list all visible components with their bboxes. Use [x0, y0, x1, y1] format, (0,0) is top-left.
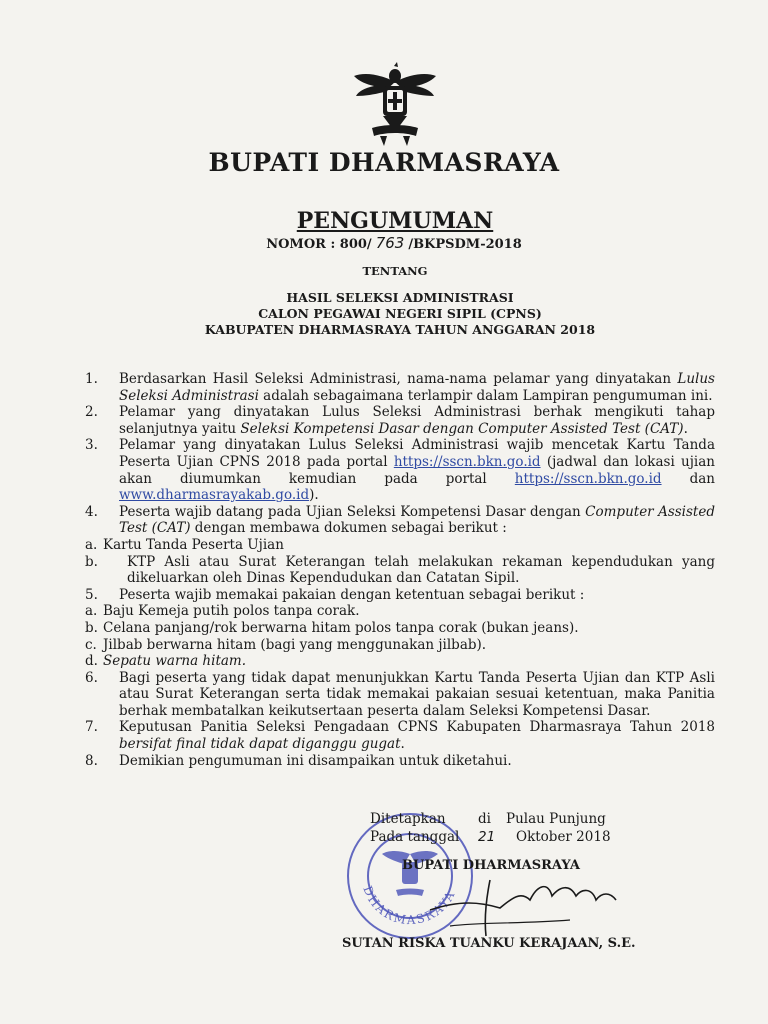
- sub-item-text: [103, 554, 715, 587]
- sub-item: [85, 637, 715, 654]
- text-run: dan: [661, 470, 715, 487]
- sub-item-letter: b.: [85, 553, 98, 570]
- item-text: Demikian pengumuman ini disampaikan untuk diketahui.: [119, 752, 512, 769]
- item-number: 6.: [85, 669, 98, 686]
- sub-item-letter: c.: [85, 636, 97, 653]
- text-run: Pelamar yang dinyatakan Lulus Seleksi Administrasi berhak mengikuti tahap selanjutnya yaitu: [119, 404, 715, 437]
- announcement-title: PENGUMUMAN: [296, 208, 494, 234]
- list-item: [85, 437, 715, 503]
- text-run: Keputusan Panitia Seleksi Pengadaan CPNS Kabupaten Dharmasraya Tahun 2018: [119, 719, 715, 736]
- text-run: dengan membawa dokumen sebagai berikut :: [190, 520, 507, 537]
- list-item: [85, 504, 715, 537]
- nomor-handwritten: 763: [375, 234, 405, 252]
- sub-item-letter: b.: [85, 619, 98, 636]
- item-text: [119, 371, 715, 404]
- sub-item: [85, 537, 715, 554]
- item-number: 7.: [85, 719, 98, 736]
- item-text: [119, 404, 715, 437]
- header-title: BUPATI DHARMASRAYA: [208, 148, 560, 177]
- item-text: Peserta wajib memakai pakaian dengan ketentuan sebagai berikut :: [119, 586, 585, 603]
- sub-item-text: Jilbab berwarna hitam (bagi yang menggunakan jilbab).: [103, 636, 487, 653]
- subject-line-2: CALON PEGAWAI NEGERI SIPIL (CPNS): [258, 306, 542, 321]
- item-number: 1.: [85, 371, 98, 387]
- list-item: [85, 670, 715, 720]
- text-run: (jadwal dan lokasi ujian akan diumumkan kemudian pada portal: [119, 453, 715, 487]
- sub-item-letter: a.: [85, 536, 98, 553]
- subject-line-3: KABUPATEN DHARMASRAYA TAHUN ANGGARAN 2018: [204, 322, 596, 337]
- place-row: [360, 810, 660, 828]
- item-number: 2.: [85, 404, 98, 421]
- sub-item-text: Celana panjang/rok berwarna hitam polos tanpa corak (bukan jeans).: [103, 619, 579, 636]
- ditetapkan-label: Ditetapkan: [370, 811, 446, 827]
- list-item: [85, 753, 715, 770]
- signatory-title: BUPATI DHARMASRAYA: [402, 858, 580, 873]
- item-text: Bagi peserta yang tidak dapat menunjukkan Kartu Tanda Peserta Ujian dan KTP Asli atau Surat Keterangan serta tidak memakai pakaian sesuai ketentuan, maka Panitia berhak membatalkan keikutsertaan peserta dalam Seleksi Kompetensi Dasar.: [119, 669, 715, 719]
- italic-text: bersifat final tidak dapat diganggu gugat: [119, 736, 401, 753]
- month-year: Oktober 2018: [516, 829, 611, 845]
- sub-item-text: Kartu Tanda Peserta Ujian: [103, 536, 284, 553]
- text-run: Pelamar yang dinyatakan Lulus Seleksi Administrasi wajib mencetak Kartu Tanda Peserta Ujian CPNS 2018 pada portal: [119, 437, 715, 470]
- tentang-label: TENTANG: [362, 264, 428, 278]
- sub-item-letter: a.: [85, 603, 98, 620]
- garuda-emblem: [350, 62, 440, 146]
- sscn-portal-link[interactable]: https://sscn.bkn.go.id: [393, 453, 541, 470]
- italic-text: Seleksi Kompetensi Dasar dengan Computer Assisted Test (CAT): [240, 420, 684, 437]
- sub-item: [85, 603, 715, 620]
- sub-item: [85, 554, 715, 587]
- text-run: KTP Asli atau Surat Keterangan telah melakukan rekaman kependudukan yang dikeluarkan oleh Dinas Kependudukan dan Catatan Sipil.: [127, 553, 715, 587]
- sub-item-letter: d.: [85, 653, 98, 670]
- sub-item-text: Sepatu warna hitam.: [103, 653, 247, 670]
- di-label: di: [478, 811, 491, 827]
- document-number: [0, 234, 768, 252]
- sscn-portal-link-2[interactable]: https://sscn.bkn.go.id: [514, 470, 662, 487]
- subject-block: [0, 290, 768, 338]
- item-number: 5.: [85, 586, 98, 603]
- nomor-prefix: NOMOR : 800/: [266, 237, 372, 252]
- sub-item: [85, 620, 715, 637]
- dharmasraya-website-link[interactable]: www.dharmasrayakab.go.id: [119, 487, 310, 504]
- text-run: Berdasarkan Hasil Seleksi Administrasi, nama-nama pelamar yang dinyatakan: [119, 371, 678, 387]
- italic-text: Computer Assisted Test (CAT): [119, 503, 715, 537]
- handwritten-signature: [420, 870, 620, 940]
- text-run: .: [683, 420, 688, 437]
- date-row: [360, 828, 660, 846]
- text-run: adalah sebagaimana terlampir dalam Lampiran pengumuman ini.: [258, 387, 713, 404]
- place-value: Pulau Punjung: [506, 811, 606, 827]
- item-number: 3.: [85, 437, 98, 454]
- signature-block: [360, 810, 660, 846]
- announcement-list: [85, 371, 715, 769]
- pada-tanggal-label: Pada tanggal: [370, 829, 460, 845]
- item-text: [119, 437, 715, 503]
- subject-line-1: HASIL SELEKSI ADMINISTRASI: [286, 290, 514, 305]
- nomor-suffix: /BKPSDM-2018: [408, 237, 522, 252]
- list-item: [85, 719, 715, 752]
- list-item: [85, 587, 715, 604]
- text-run: Peserta wajib datang pada Ujian Seleksi Kompetensi Dasar dengan: [119, 503, 586, 520]
- item-number: 4.: [85, 503, 98, 520]
- sub-item-text: Baju Kemeja putih polos tanpa corak.: [103, 603, 360, 620]
- item-number: 8.: [85, 752, 98, 769]
- signatory-name: SUTAN RISKA TUANKU KERAJAAN, S.E.: [342, 936, 636, 951]
- text-run: ).: [309, 487, 319, 504]
- stamp-text: DHARMASRAYA: [360, 884, 459, 928]
- list-item: [85, 404, 715, 437]
- text-run: .: [400, 736, 405, 753]
- item-text: [119, 719, 715, 752]
- italic-text: Lulus Seleksi Administrasi: [119, 371, 715, 404]
- list-item: [85, 371, 715, 404]
- day-handwritten: 21: [478, 829, 496, 845]
- item-text: [119, 504, 715, 537]
- sub-item: [85, 653, 715, 670]
